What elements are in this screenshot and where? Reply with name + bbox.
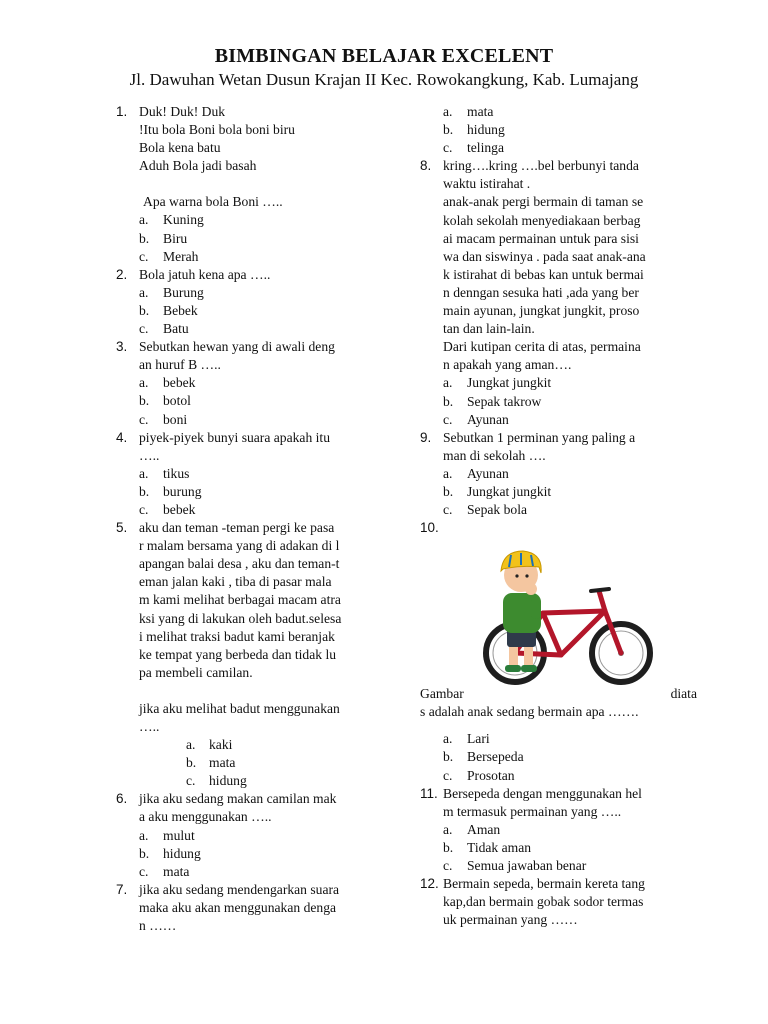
option-letter: a.	[443, 821, 453, 837]
question-number: 12.	[420, 876, 439, 892]
option-text: hidung	[467, 122, 505, 138]
question-number: 8.	[420, 158, 432, 174]
option-c[interactable]	[139, 248, 370, 266]
question-11	[420, 785, 676, 875]
option-b[interactable]	[443, 483, 676, 501]
question-number: 10.	[420, 520, 439, 536]
option-text: Sepak takrow	[467, 393, 542, 409]
option-b[interactable]	[139, 230, 370, 248]
option-b[interactable]	[139, 845, 370, 863]
option-a[interactable]	[443, 730, 676, 748]
question-4-options	[139, 465, 370, 519]
question-number: 6.	[116, 791, 128, 807]
option-b[interactable]	[139, 392, 370, 410]
option-a[interactable]	[443, 465, 676, 483]
option-c[interactable]	[443, 411, 676, 429]
option-letter: c.	[139, 501, 149, 517]
document-title: BIMBINGAN BELAJAR EXCELENT	[214, 45, 554, 67]
option-letter: c.	[443, 502, 453, 518]
question-12-text: Bermain sepeda, bermain kereta tang kap,dan bermain gobak sodor termas uk permainan yang ……	[443, 876, 645, 928]
question-8-options	[443, 374, 676, 428]
question-number: 9.	[420, 429, 432, 445]
option-text: Batu	[163, 321, 189, 337]
question-5-passage: aku dan teman -teman pergi ke pasa r malam bersama yang di adakan di l apangan balai desa , aku dan teman-t eman jalan kaki , tiba di pasar mala m kami melihat berbagai macam atra ksi yang di lakukan oleh badut.selesa i melihat traksi badut kami beranjak ke tempat yang berbeda dan tidak lu pa membeli camilan.	[139, 520, 342, 680]
option-text: Bersepeda	[467, 749, 524, 765]
document-address: Jl. Dawuhan Wetan Dusun Krajan II Kec. Rowokangkung, Kab. Lumajang	[129, 70, 639, 89]
option-text: boni	[163, 411, 188, 427]
right-column	[420, 103, 697, 929]
question-5-text: jika aku melihat badut menggunakan …..	[139, 700, 340, 734]
question-7-text: jika aku sedang mendengarkan suara maka aku akan menggunakan denga n ……	[139, 881, 340, 934]
option-letter: b.	[139, 302, 150, 318]
option-letter: a.	[139, 212, 149, 228]
question-4-text: piyek-piyek bunyi suara apakah itu …..	[139, 429, 331, 463]
option-letter: c.	[139, 863, 149, 879]
option-letter: a.	[139, 827, 149, 843]
question-6	[116, 790, 370, 880]
option-letter: a.	[139, 284, 149, 300]
question-8	[420, 157, 676, 428]
question-number: 4.	[116, 429, 128, 445]
option-a[interactable]	[443, 374, 676, 392]
option-text: bebek	[163, 375, 196, 391]
option-c[interactable]	[443, 857, 676, 875]
option-text: Kuning	[163, 212, 204, 228]
option-c[interactable]	[139, 320, 370, 338]
option-text: hidung	[163, 845, 201, 861]
question-3-options	[139, 374, 370, 428]
option-text: burung	[163, 483, 202, 499]
option-letter: a.	[443, 375, 453, 391]
option-letter: b.	[443, 393, 454, 409]
option-text: hidung	[209, 773, 247, 789]
option-a[interactable]	[139, 211, 370, 229]
question-6-options	[139, 827, 370, 881]
option-a[interactable]	[139, 827, 370, 845]
option-letter: c.	[139, 321, 149, 337]
option-letter: b.	[186, 755, 197, 771]
option-text: Sepak bola	[467, 502, 528, 518]
question-2	[116, 266, 370, 338]
option-letter: a.	[443, 465, 453, 481]
option-c[interactable]	[443, 139, 676, 157]
option-text: Ayunan	[467, 465, 509, 481]
question-11-options	[443, 821, 676, 875]
document-header	[0, 44, 768, 91]
option-c[interactable]	[139, 863, 370, 881]
question-1	[116, 103, 370, 266]
option-letter: a.	[186, 737, 196, 753]
option-text: Jungkat jungkit	[467, 375, 552, 391]
bicycle-icon	[481, 545, 653, 685]
option-text: botol	[163, 393, 191, 409]
question-12	[420, 875, 676, 929]
option-text: Ayunan	[467, 411, 509, 427]
question-8-passage: kring….kring ….bel berbunyi tanda waktu istirahat . anak-anak pergi bermain di taman se kolah sekolah menyediakaan berbag ai macam permainan untuk para sisi wa dan siswinya . pada saat anak-ana k istirahat di bebas kan untuk bermai n denngan sesuka hati ,ada yang ber main ayunan, jungkat jungkit, proso tan dan lain-lain.	[443, 158, 646, 337]
question-7-continued	[420, 103, 676, 157]
option-text: telinga	[467, 140, 504, 156]
option-c[interactable]	[139, 772, 370, 790]
question-number: 2.	[116, 266, 128, 282]
option-c[interactable]	[139, 501, 370, 519]
option-text: Semua jawaban benar	[467, 858, 587, 873]
option-a[interactable]	[139, 465, 370, 483]
option-b[interactable]	[443, 121, 676, 139]
option-letter: a.	[139, 375, 149, 391]
question-10	[420, 519, 697, 784]
option-b[interactable]	[139, 302, 370, 320]
question-number: 3.	[116, 339, 128, 355]
question-number: 1.	[116, 104, 128, 119]
question-11-text: Bersepeda dengan menggunakan hel m termasuk permainan yang …..	[443, 785, 642, 819]
option-text: mata	[209, 755, 236, 771]
option-text: mulut	[163, 827, 195, 843]
question-number: 11.	[420, 785, 438, 801]
question-9-text: Sebutkan 1 perminan yang paling a man di sekolah ….	[443, 429, 636, 463]
question-9	[420, 429, 676, 519]
question-2-options	[139, 284, 370, 338]
option-text: Tidak aman	[467, 839, 532, 855]
option-letter: b.	[443, 483, 454, 499]
question-9-options	[443, 465, 676, 519]
question-5	[116, 519, 370, 790]
option-letter: b.	[139, 483, 150, 499]
option-letter: c.	[186, 773, 196, 789]
option-text: kaki	[209, 737, 233, 753]
option-c[interactable]	[443, 501, 676, 519]
question-number: 7.	[116, 881, 128, 897]
caption-line-2: s adalah anak sedang bermain apa …….	[420, 704, 639, 720]
option-b[interactable]	[443, 393, 676, 411]
caption-word-gambar: Gambar	[420, 686, 464, 702]
option-letter: b.	[139, 393, 150, 409]
option-text: Merah	[163, 248, 199, 264]
question-1-text: Apa warna bola Boni …..	[143, 194, 283, 210]
option-text: mata	[467, 104, 494, 119]
option-c[interactable]	[139, 411, 370, 429]
option-a[interactable]	[139, 374, 370, 392]
option-letter: b.	[443, 749, 454, 765]
left-column	[116, 103, 370, 935]
option-a[interactable]	[139, 736, 370, 754]
option-b[interactable]	[443, 748, 676, 766]
option-b[interactable]	[139, 483, 370, 501]
option-text: Prosotan	[467, 767, 515, 783]
option-text: Jungkat jungkit	[467, 483, 552, 499]
option-text: Aman	[467, 821, 501, 837]
question-2-text: Bola jatuh kena apa …..	[139, 266, 271, 282]
question-10-options	[443, 730, 676, 784]
question-3-text: Sebutkan hewan yang di awali deng an huruf B …..	[139, 339, 335, 373]
child-with-bicycle-illustration	[481, 545, 653, 685]
option-letter: a.	[139, 465, 149, 481]
question-10-caption	[420, 685, 697, 721]
question-4	[116, 429, 370, 519]
option-text: mata	[163, 863, 190, 879]
option-text: Lari	[467, 731, 490, 747]
option-letter: b.	[139, 845, 150, 861]
option-text: Biru	[163, 230, 188, 246]
option-text: Bebek	[163, 302, 198, 318]
question-7-options	[443, 103, 676, 157]
question-6-text: jika aku sedang makan camilan mak a aku menggunakan …..	[139, 791, 337, 825]
option-a[interactable]	[443, 103, 676, 121]
option-b[interactable]	[443, 839, 676, 857]
option-letter: c.	[443, 411, 453, 427]
question-5-options	[139, 736, 370, 790]
option-text: bebek	[163, 501, 196, 517]
option-letter: c.	[443, 767, 453, 783]
option-letter: b.	[443, 122, 454, 138]
option-a[interactable]	[443, 821, 676, 839]
question-7	[116, 881, 370, 935]
option-letter: c.	[443, 140, 453, 156]
option-text: tikus	[163, 465, 190, 481]
caption-word-diata: diata	[670, 686, 697, 702]
option-letter: a.	[443, 731, 453, 747]
option-a[interactable]	[139, 284, 370, 302]
question-3	[116, 338, 370, 428]
option-text: Burung	[163, 284, 204, 300]
option-letter: b.	[139, 230, 150, 246]
option-letter: a.	[443, 104, 453, 119]
question-number: 5.	[116, 520, 128, 536]
option-b[interactable]	[139, 754, 370, 772]
option-letter: c.	[139, 411, 149, 427]
option-c[interactable]	[443, 767, 676, 785]
question-1-poem: Duk! Duk! Duk !Itu bola Boni bola boni biru Bola kena batu Aduh Bola jadi basah	[139, 104, 295, 174]
option-letter: c.	[443, 858, 453, 873]
option-letter: b.	[443, 839, 454, 855]
option-letter: c.	[139, 248, 149, 264]
question-1-options	[139, 211, 370, 265]
question-8-text: Dari kutipan cerita di atas, permaina n apakah yang aman….	[443, 339, 641, 373]
